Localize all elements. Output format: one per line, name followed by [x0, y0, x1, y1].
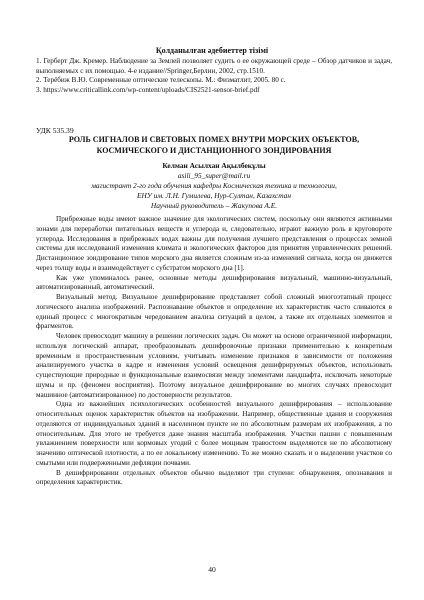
author-email: asili_95_super@mail.ru	[177, 171, 251, 180]
supervisor: Научный руководитель – Жакупова А.Е.	[150, 201, 278, 210]
page-number: 40	[208, 565, 216, 574]
body-paragraph: В дешифрировании отдельных объектов обычно выделяют три ступени: обнаружения, опознавания и определения характеристик.	[36, 468, 392, 487]
author-block	[36, 161, 392, 211]
body-paragraph: Визуальный метод. Визуальное дешифрирование представляет собой сложный многоэтапный процесс логического анализа изображений. Распознавание объектов и определение их характеристик часто сливаются в единый процесс с многократным чередованием анализа ситуаций в целом, а также их отдельных элементов и фрагментов.	[36, 293, 392, 331]
udc-code: УДК 535.39	[36, 126, 74, 135]
body-paragraph: Прибрежные воды имеют важное значение для экологических систем, поскольку они являются активными зонами для переработки питательных веществ и углерода и, следовательно, играют важную роль в круговороте углерода. Исследования в прибрежных водах важны для получения лучшего представления о процессах земной системы для исследований изменения климата и экологических факторов для принятия управленческих решений. Дистанционное зондирование типов морского дна является сложным из-за изменений сигнала, когда он движется через толщу воды и взаимодействует с субстратом морского дна [1].	[36, 215, 392, 272]
reference-item-2: 2. Терёбиж В.Ю. Современные оптические телескопы. М.: Физматлит, 2005. 80 с.	[36, 76, 286, 85]
references-list	[36, 57, 392, 95]
affiliation-line-1: магистрант 2-го года обучения кафедры Космическая техника и технологии,	[91, 181, 337, 190]
reference-item-1: 1. Герберт Дж. Кремер. Наблюдение за Землей позволяет судить о ее окружающей среде – Обзор датчиков и задач, выполняемых с их помощью. 4-е издание//Springer,Берлин, 2002, стр.1510.	[36, 57, 392, 75]
affiliation-line-2: ЕНУ им. Л.Н. Гумилева, Нур-Султан, Казахстан	[136, 191, 292, 200]
body-paragraph: Человек превосходит машину в решении логических задач. Он может на основе ограниченной информации, используя логический аппарат, преобразовывать дешифровочные признаки применительно к конкретным временным и пространственным условиям, учитывать изменение признаков в зависимости от положения анализируемого участка в кадре и изменения условий освещения дешифрируемых объектов, использовать существующие природные и функциональные взаимосвязи между элементами ландшафта, исключать некоторые шумы и пр. (феномен восприятия). Поэтому визуальное дешифрирование во многих случаях превосходит машинное (автоматизированное) по достоверности результатов.	[36, 332, 392, 399]
reference-item-3: 3. https://www.criticallink.com/wp-content/uploads/CIS2521-sensor-brief.pdf	[36, 85, 260, 94]
body-paragraph: Одна из важнейших психологических особенностей визуального дешифрирования – использование относительных оценок характеристик объектов на изображении. Например, общественные здания и сооружения отделяются от индивидуальных зданий в населенном пункте не по абсолютным размерам их изображения, а по относительным. Для этого не требуется даже знания масштаба изображения. Участки пашни с повышенным увлажнением поверхности или кормовых угодий с более мощным травостоем выделяются не по абсолютному значению оптической плотности, а по ее локальному изменению. То же можно сказать и о выделении участков со смытыми или подверженными дефляции почвами.	[36, 400, 392, 467]
body-paragraph: Как уже упоминалось ранее, основные методы дешифрирования визуальный, машинно-визуальный, автоматизированный, автоматический.	[36, 273, 392, 292]
article-title: РОЛЬ СИГНАЛОВ И СВЕТОВЫХ ПОМЕХ ВНУТРИ МОРСКИХ ОБЪЕКТОВ, КОСМИЧЕСКОГО И ДИСТАНЦИОННОГО ЗОНДИРОВАНИЯ	[68, 135, 360, 155]
author-name: Келман Асылхан Ақылбекұлы	[162, 161, 266, 170]
references-heading: Қолданылған әдебиеттер тізімі	[155, 46, 269, 55]
article-body	[36, 215, 392, 488]
